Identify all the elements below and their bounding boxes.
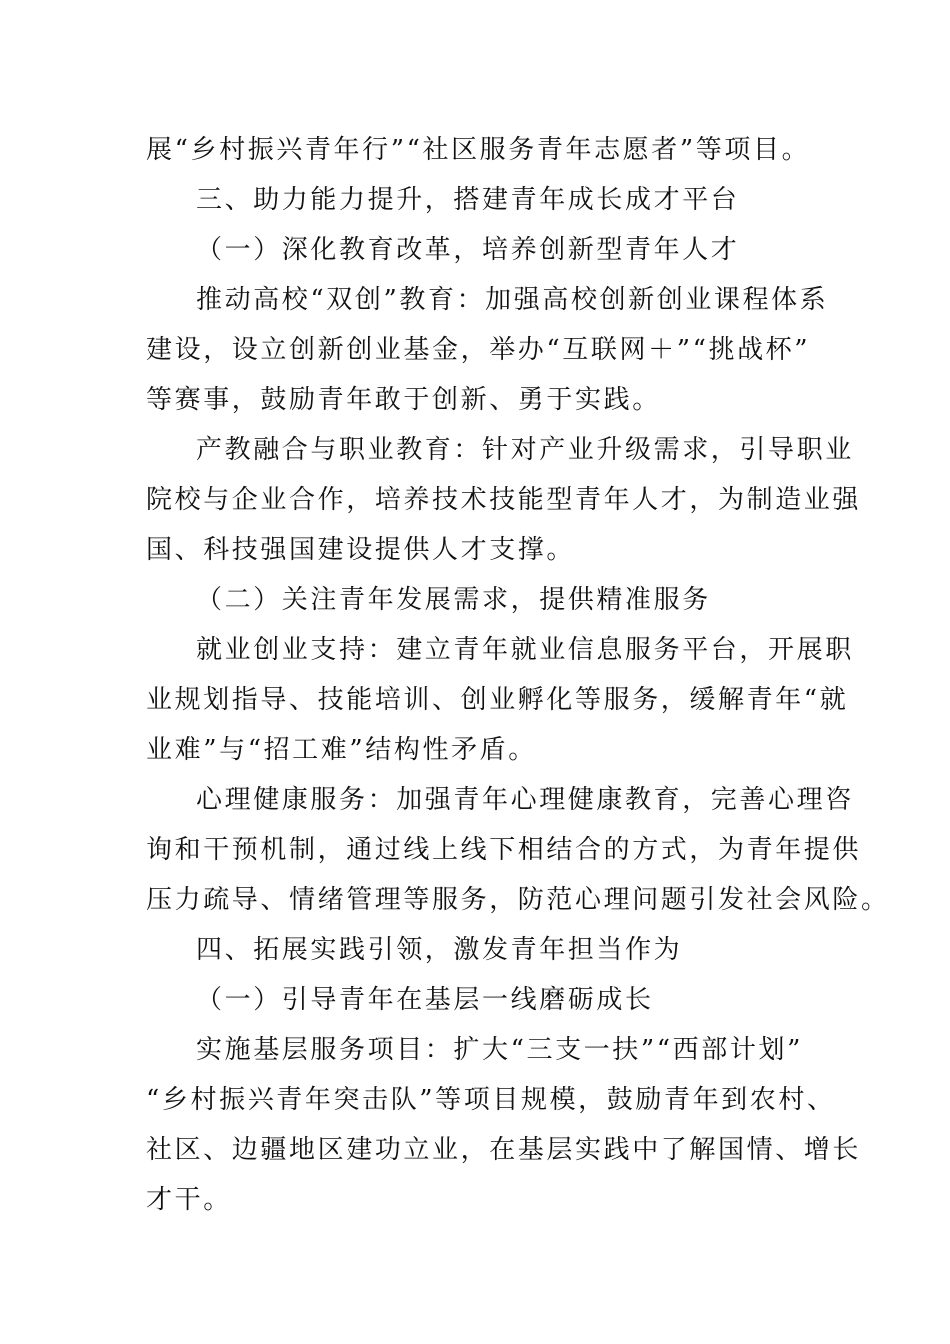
subsection-heading-3-2: （二）关注青年发展需求，提供精准服务 — [196, 585, 711, 615]
paragraph-line: 压力疏导、情绪管理等服务，防范心理问题引发社会风险。 — [146, 885, 890, 915]
paragraph-line: 业难”与“招工难”结构性矛盾。 — [146, 735, 537, 765]
paragraph-line: 国、科技强国建设提供人才支撑。 — [146, 535, 576, 565]
section-heading-4: 四、拓展实践引领，激发青年担当作为 — [196, 935, 683, 965]
paragraph-line: 产教融合与职业教育：针对产业升级需求，引导职业 — [196, 435, 854, 465]
paragraph-line: 建设，设立创新创业基金，举办“互联网＋”“挑战杯” — [146, 335, 811, 365]
paragraph-line-continuation: 展“乡村振兴青年行”“社区服务青年志愿者”等项目。 — [146, 135, 811, 165]
paragraph-line: 实施基层服务项目：扩大“三支一扶”“西部计划” — [196, 1035, 803, 1065]
paragraph-line: 院校与企业合作，培养技术技能型青年人才，为制造业强 — [146, 485, 862, 515]
paragraph-line: 就业创业支持：建立青年就业信息服务平台，开展职 — [196, 635, 854, 665]
paragraph-line: 业规划指导、技能培训、创业孵化等服务，缓解青年“就 — [146, 685, 849, 715]
paragraph-line: 询和干预机制，通过线上线下相结合的方式，为青年提供 — [146, 835, 862, 865]
paragraph-line: 心理健康服务：加强青年心理健康教育，完善心理咨 — [196, 785, 854, 815]
section-heading-3: 三、助力能力提升，搭建青年成长成才平台 — [196, 185, 740, 215]
subsection-heading-3-1: （一）深化教育改革，培养创新型青年人才 — [196, 235, 740, 265]
paragraph-line: “乡村振兴青年突击队”等项目规模，鼓励青年到农村、 — [146, 1085, 836, 1115]
paragraph-line: 推动高校“双创”教育：加强高校创新创业课程体系 — [196, 285, 829, 315]
paragraph-line: 等赛事，鼓励青年敢于创新、勇于实践。 — [146, 385, 661, 415]
paragraph-line: 社区、边疆地区建功立业，在基层实践中了解国情、增长 — [146, 1135, 862, 1165]
subsection-heading-4-1: （一）引导青年在基层一线磨砺成长 — [196, 985, 654, 1015]
paragraph-line: 才干。 — [146, 1185, 232, 1215]
